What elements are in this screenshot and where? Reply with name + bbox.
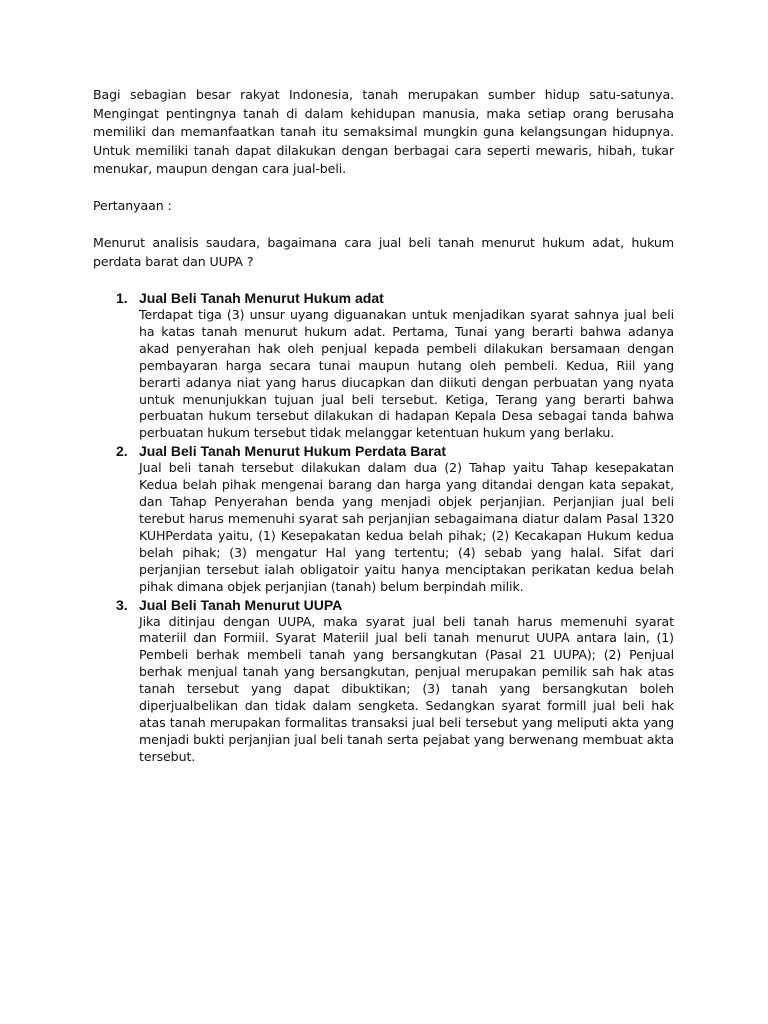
list-item (93, 442, 674, 595)
question-paragraph: Menurut analisis saudara, bagaimana cara jual beli tanah menurut hukum adat, hukum perdata barat dan UUPA ? (93, 235, 674, 269)
section-body: Jika ditinjau dengan UUPA, maka syarat jual beli tanah harus memenuhi syarat materiil dan Formiil. Syarat Materiil jual beli tanah menurut UUPA antara lain, (1) Pembeli berhak membeli tanah yang bersangkutan (Pasal 21 UUPA); (2) Penjual berhak menjual tanah yang bersangkutan, penjual merupakan pemilik sah hak atas tanah tersebut yang dapat dibuktikan; (3) tanah yang bersangkutan boleh diperjualbelikan dan tidak dalam sengketa. Sedangkan syarat formill jual beli hak atas tanah merupakan formalitas transaksi jual beli tersebut yang meliputi akta yang menjadi bukti perjanjian jual beli tanah serta pejabat yang berwenang membuat akta tersebut. (139, 613, 674, 764)
spacer (93, 216, 674, 235)
spacer (93, 179, 674, 198)
section-body: Terdapat tiga (3) unsur uyang diguanakan untuk menjadikan syarat sahnya jual beli ha katas tanah menurut hukum adat. Pertama, Tunai yang berarti bahwa adanya akad penyerahan hak oleh penjual kepada pembeli dilakukan bersamaan dengan pembayaran harga secara tunai maupun hutang oleh pembeli. Kedua, Riil yang berarti adanya niat yang harus diucapkan dan diikuti dengan perbuatan yang nyata untuk menunjukkan tujuan jual beli tersebut. Ketiga, Terang yang berarti bahwa perbuatan hukum tersebut dilakukan di hadapan Kepala Desa sebagai tanda bahwa perbuatan hukum tersebut tidak melanggar ketentuan hukum yang berlaku. (139, 307, 674, 441)
list-item (93, 596, 674, 766)
answer-list (93, 289, 674, 766)
intro-paragraph: Bagi sebagian besar rakyat Indonesia, tanah merupakan sumber hidup satu-satunya. Mengingat pentingnya tanah di dalam kehidupan manusia, maka setiap orang berusaha memiliki dan memanfaatkan tanah itu semaksimal mungkin guna kelangsungan hidupnya. Untuk memiliki tanah dapat dilakukan dengan berbagai cara seperti mewaris, hibah, tukar menukar, maupun dengan cara jual-beli. (93, 87, 674, 176)
list-item (93, 289, 674, 442)
list-number: 2. (116, 443, 128, 460)
section-title: Jual Beli Tanah Menurut Hukum Perdata Barat (139, 443, 447, 460)
section-title: Jual Beli Tanah Menurut Hukum adat (139, 290, 384, 306)
section-title: Jual Beli Tanah Menurut UUPA (139, 596, 343, 613)
document-page (93, 86, 674, 766)
question-label: Pertanyaan : (93, 198, 172, 213)
list-number: 3. (116, 596, 128, 613)
section-body: Jual beli tanah tersebut dilakukan dalam dua (2) Tahap yaitu Tahap kesepakatan Kedua belah pihak mengenai barang dan harga yang ditandai dengan kata sepakat, dan Tahap Penyerahan benda yang menjadi objek perjanjian. Perjanjian jual beli terebut harus memenuhi syarat sah perjanjian sebagaimana diatur dalam Pasal 1320 KUHPerdata yaitu, (1) Kesepakatan kedua belah pihak; (2) Kecakapan Hukum kedua belah pihak; (3) mengatur Hal yang tertentu; (4) sebab yang halal. Sifat dari perjanjian tersebut ialah obligatoir yaitu hanya menciptakan perikatan kedua belah pihak dimana objek perjanjian (tanah) belum berpindah milik. (139, 460, 674, 594)
list-number: 1. (116, 290, 128, 306)
